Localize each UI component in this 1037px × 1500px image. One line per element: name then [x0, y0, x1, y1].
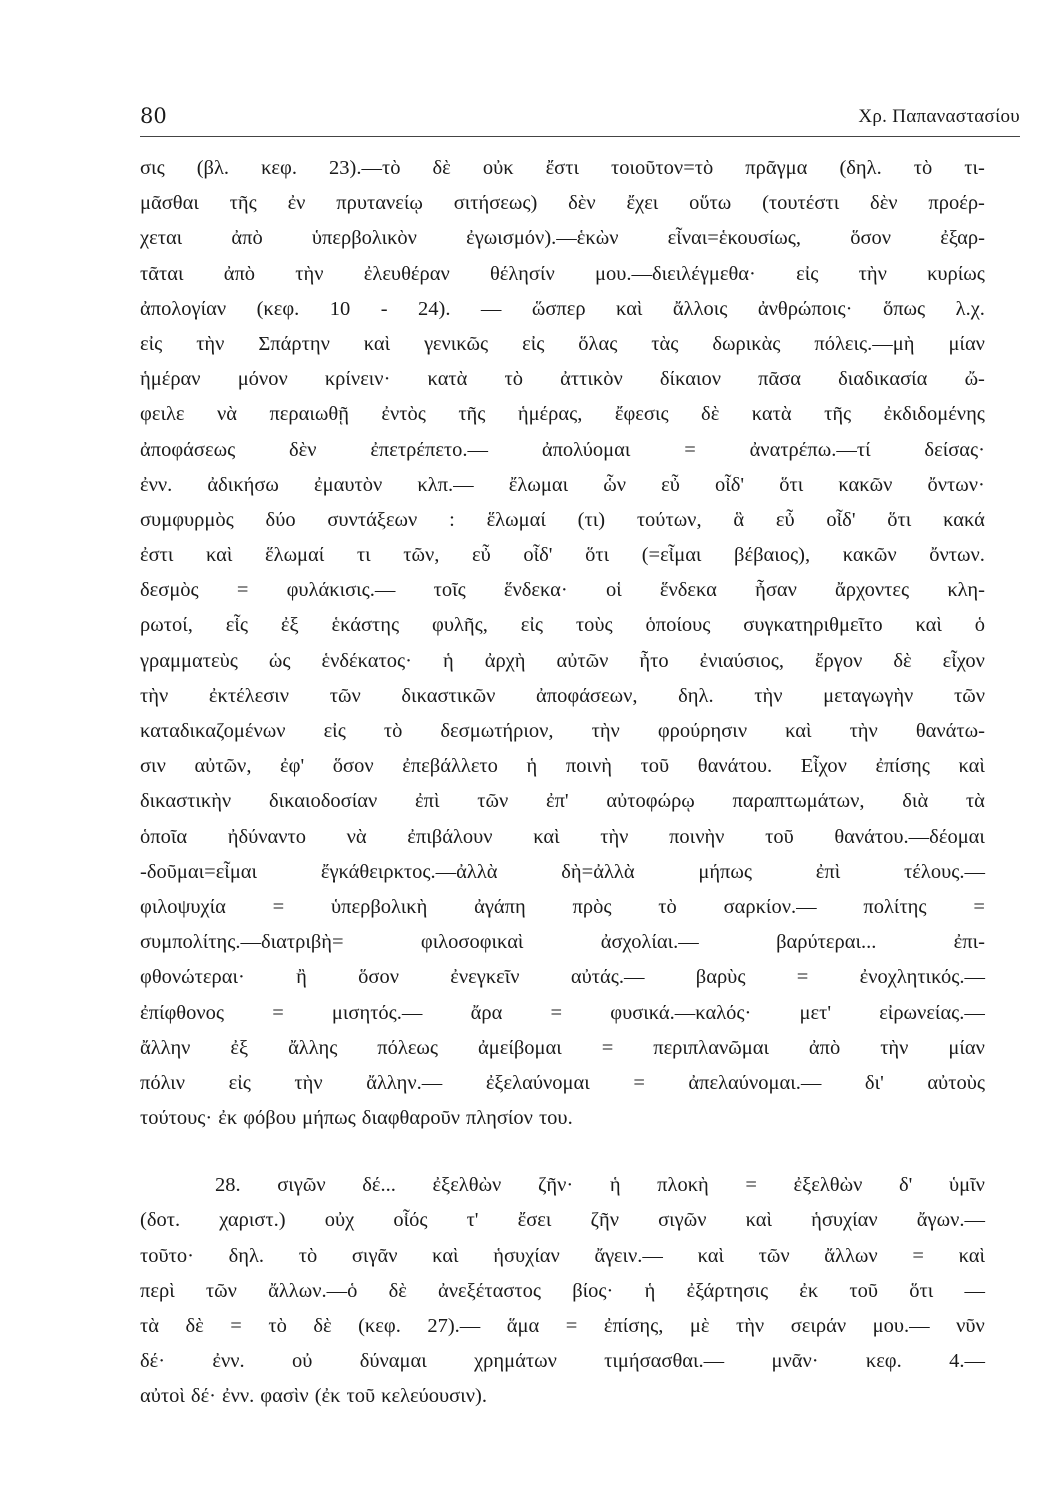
text-line: μᾶσθαι τῆς ἐν πρυτανείῳ σιτήσεως) δὲν ἔχει οὕτω (τουτέστι δὲν προέρ- [140, 192, 985, 215]
text-line: περὶ τῶν ἄλλων.—ὁ δὲ ἀνεξέταστος βίος· ἡ ἐξάρτησις ἐκ τοῦ ὅτι — [140, 1279, 985, 1302]
text-line: σις (βλ. κεφ. 23).—τὸ δὲ οὐκ ἔστι τοιοῦτον=τὸ πρᾶγμα (δηλ. τὸ τι- [140, 157, 985, 179]
text-line: πόλιν εἰς τὴν ἄλλην.— ἐξελαύνομαι = ἀπελαύνομαι.— δι' αὐτοὺς [140, 1071, 985, 1094]
text-line: φιλοψυχία = ὑπερβολικὴ ἀγάπη πρὸς τὸ σαρκίον.— πολίτης = [140, 895, 985, 918]
text-line: φειλε νὰ περαιωθῇ ἐντὸς τῆς ἡμέρας, ἔφεσις δὲ κατὰ τῆς ἐκδιδομένης [140, 403, 985, 426]
text-line: ἐστι καὶ ἕλωμαί τι τῶν, εὖ οἶδ' ὅτι (=εἶμαι βέβαιος), κακῶν ὄντων. [140, 544, 985, 567]
paragraph-gap [140, 1136, 985, 1168]
text-line: ὁποῖα ἠδύναντο νὰ ἐπιβάλουν καὶ τὴν ποινὴν τοῦ θανάτου.—δέομαι [140, 825, 985, 848]
text-line: ἀποφάσεως δὲν ἐπετρέπετο.— ἀπολύομαι = ἀνατρέπω.—τί δείσας· [140, 438, 985, 461]
text-line: δεσμὸς = φυλάκισις.— τοῖς ἕνδεκα· οἱ ἕνδεκα ἦσαν ἄρχοντες κλη- [140, 579, 985, 602]
text-line: αὐτοὶ δέ· ἐνν. φασὶν (ἐκ τοῦ κελεύουσιν). [140, 1385, 487, 1408]
text-line: γραμματεὺς ὡς ἑνδέκατος· ἡ ἀρχὴ αὐτῶν ἦτο ἐνιαύσιος, ἔργον δὲ εἶχον [140, 649, 985, 672]
text-line: τούτους· ἐκ φόβου μήπως διαφθαροῦν πλησίον του. [140, 1107, 573, 1130]
text-line: τᾶται ἀπὸ τὴν ἐλευθέραν θέλησίν μου.—διειλέγμεθα· εἰς τὴν κυρίως [140, 262, 985, 285]
text-line: καταδικαζομένων εἰς τὸ δεσμωτήριον, τὴν φρούρησιν καὶ τὴν θανάτω- [140, 720, 985, 742]
text-line: φθονώτεραι· ἢ ὅσον ἐνεγκεῖν αὐτάς.— βαρὺς = ἐνοχλητικός.— [140, 966, 985, 989]
text-line: εἰς τὴν Σπάρτην καὶ γενικῶς εἰς ὅλας τὰς δωρικὰς πόλεις.—μὴ μίαν [140, 332, 985, 355]
text-line: ἐνν. ἀδικήσω ἐμαυτὸν κλπ.— ἔλωμαι ὧν εὖ οἶδ' ὅτι κακῶν ὄντων· [140, 473, 985, 496]
text-line: 28. σιγῶν δέ... ἐξελθὼν ζῆν· ἡ πλοκὴ = ἐξελθὼν δ' ὑμῖν [215, 1174, 985, 1197]
page-number: 80 [140, 104, 167, 128]
text-line: σιν αὐτῶν, ἐφ' ὅσον ἐπεβάλλετο ἡ ποινὴ τοῦ θανάτου. Εἶχον ἐπίσης καὶ [140, 755, 985, 778]
text-line: συμπολίτης.—διατριβὴ= φιλοσοφικαὶ ἀσχολίαι.— βαρύτεραι... ἐπι- [140, 931, 985, 954]
text-line: δέ· ἐνν. οὐ δύναμαι χρημάτων τιμήσασθαι.— μνᾶν· κεφ. 4.— [140, 1350, 985, 1373]
text-line: (δοτ. χαριστ.) οὐχ οἷός τ' ἔσει ζῆν σιγῶν καὶ ἡσυχίαν ἄγων.— [140, 1209, 985, 1232]
text-line: ἡμέραν μόνον κρίνειν· κατὰ τὸ ἀττικὸν δίκαιον πᾶσα διαδικασία ὤ- [140, 368, 985, 391]
text-line: χεται ἀπὸ ὑπερβολικὸν ἐγωισμόν).—ἑκὼν εἶναι=ἑκουσίως, ὅσον ἐξαρ- [140, 227, 985, 250]
text-line: -δοῦμαι=εἶμαι ἔγκάθειρκτος.—ἀλλὰ δὴ=ἀλλὰ μήπως ἐπὶ τέλους.— [140, 860, 985, 883]
text-line: τὴν ἐκτέλεσιν τῶν δικαστικῶν ἀποφάσεων, δηλ. τὴν μεταγωγὴν τῶν [140, 684, 985, 707]
paragraph-1 [140, 151, 985, 1136]
commentary-text [140, 151, 985, 1415]
text-line: συμφυρμὸς δύο συντάξεων : ἕλωμαί (τι) τούτων, ἃ εὖ οἶδ' ὅτι κακά [140, 508, 985, 531]
text-line: τὰ δὲ = τὸ δὲ (κεφ. 27).— ἅμα = ἐπίσης, μὲ τὴν σειράν μου.— νῦν [140, 1315, 985, 1337]
text-line: ἄλλην ἐξ ἄλλης πόλεως ἀμείβομαι = περιπλανῶμαι ἀπὸ τὴν μίαν [140, 1036, 985, 1059]
running-head [140, 100, 1020, 137]
text-line: ἐπίφθονος = μισητός.— ἄρα = φυσικά.—καλός· μετ' εἰρωνείας.— [140, 1001, 985, 1024]
text-line: ἀπολογίαν (κεφ. 10 - 24). — ὥσπερ καὶ ἄλλοις ἀνθρώποις· ὅπως λ.χ. [140, 297, 985, 320]
paragraph-2 [140, 1168, 985, 1414]
running-title: Χρ. Παπαναστασίου [858, 106, 1020, 127]
text-line: ρωτοί, εἷς ἐξ ἑκάστης φυλῆς, εἰς τοὺς ὁποίους συγκατηριθμεῖτο καὶ ὁ [140, 614, 985, 637]
text-line: τοῦτο· δηλ. τὸ σιγᾶν καὶ ἡσυχίαν ἄγειν.— καὶ τῶν ἄλλων = καὶ [140, 1244, 985, 1267]
text-line: δικαστικὴν δικαιοδοσίαν ἐπὶ τῶν ἐπ' αὐτοφώρῳ παραπτωμάτων, διὰ τὰ [140, 790, 985, 813]
